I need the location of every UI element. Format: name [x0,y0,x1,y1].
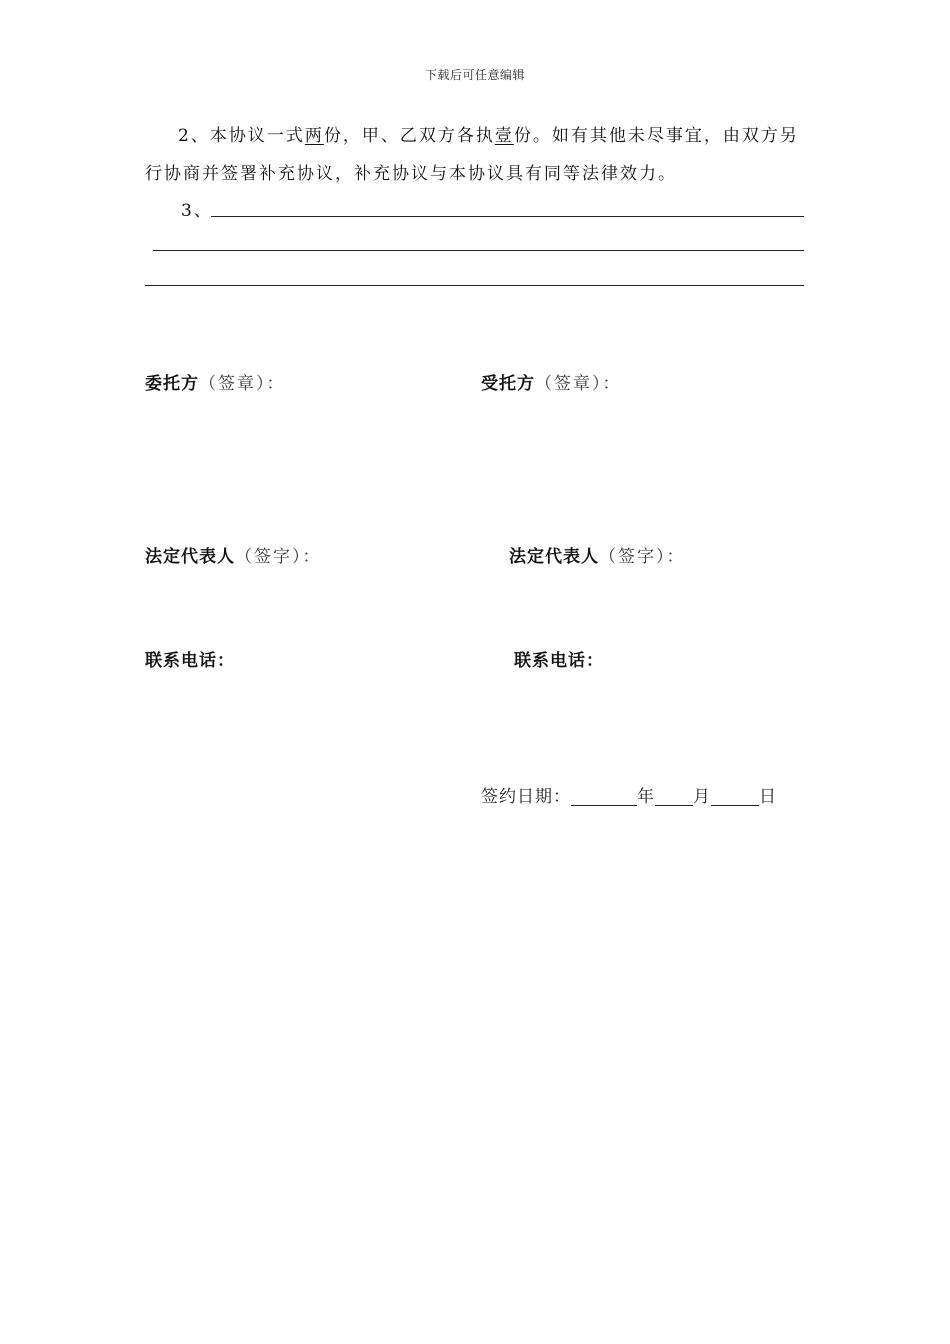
principal-rep-field [145,542,322,567]
agent-party-label: 受托方 [481,374,535,394]
agent-phone-label: 联系电话： [514,651,604,671]
page-header: 下载后可任意编辑 [424,68,525,82]
agent-rep-note: （签字）： [599,547,686,567]
principal-party-label: 委托方 [145,374,199,394]
clause-3-blank-line-1[interactable] [211,216,804,217]
agent-phone-field [514,646,604,671]
clause-3-blank-line-3[interactable] [145,285,804,286]
clause-3-blank-line-2[interactable] [153,250,804,251]
signing-date [481,782,777,807]
agent-party-field [481,369,622,394]
agent-rep-field [509,542,686,567]
day-blank[interactable] [711,787,759,806]
day-unit: 日 [759,787,777,807]
month-blank[interactable] [655,787,693,806]
clause-3-number: 3、 [181,201,213,221]
clause-2-text-2: 份，甲、乙双方各执 [323,126,495,146]
year-unit: 年 [637,787,655,807]
month-unit: 月 [693,787,711,807]
principal-phone-field [145,646,235,671]
clause-2-text-1: 2、本协议一式 [178,126,305,146]
year-blank[interactable] [571,787,637,806]
copies-each: 壹 [494,126,514,146]
principal-rep-note: （签字）： [235,547,322,567]
clause-2 [145,117,805,193]
principal-party-field [145,369,286,394]
agent-party-note: （签章）： [535,374,622,394]
principal-party-note: （签章）： [199,374,286,394]
agent-rep-label: 法定代表人 [509,547,599,567]
signing-date-label: 签约日期： [481,787,571,807]
clause-2-text-3: 份。如有其他未尽事宜，由双方另行协商并签署补充协议，补充协议与本协议具有同等法律效力。 [145,126,799,184]
principal-phone-label: 联系电话： [145,651,235,671]
copies-total: 两 [304,126,324,146]
principal-rep-label: 法定代表人 [145,547,235,567]
